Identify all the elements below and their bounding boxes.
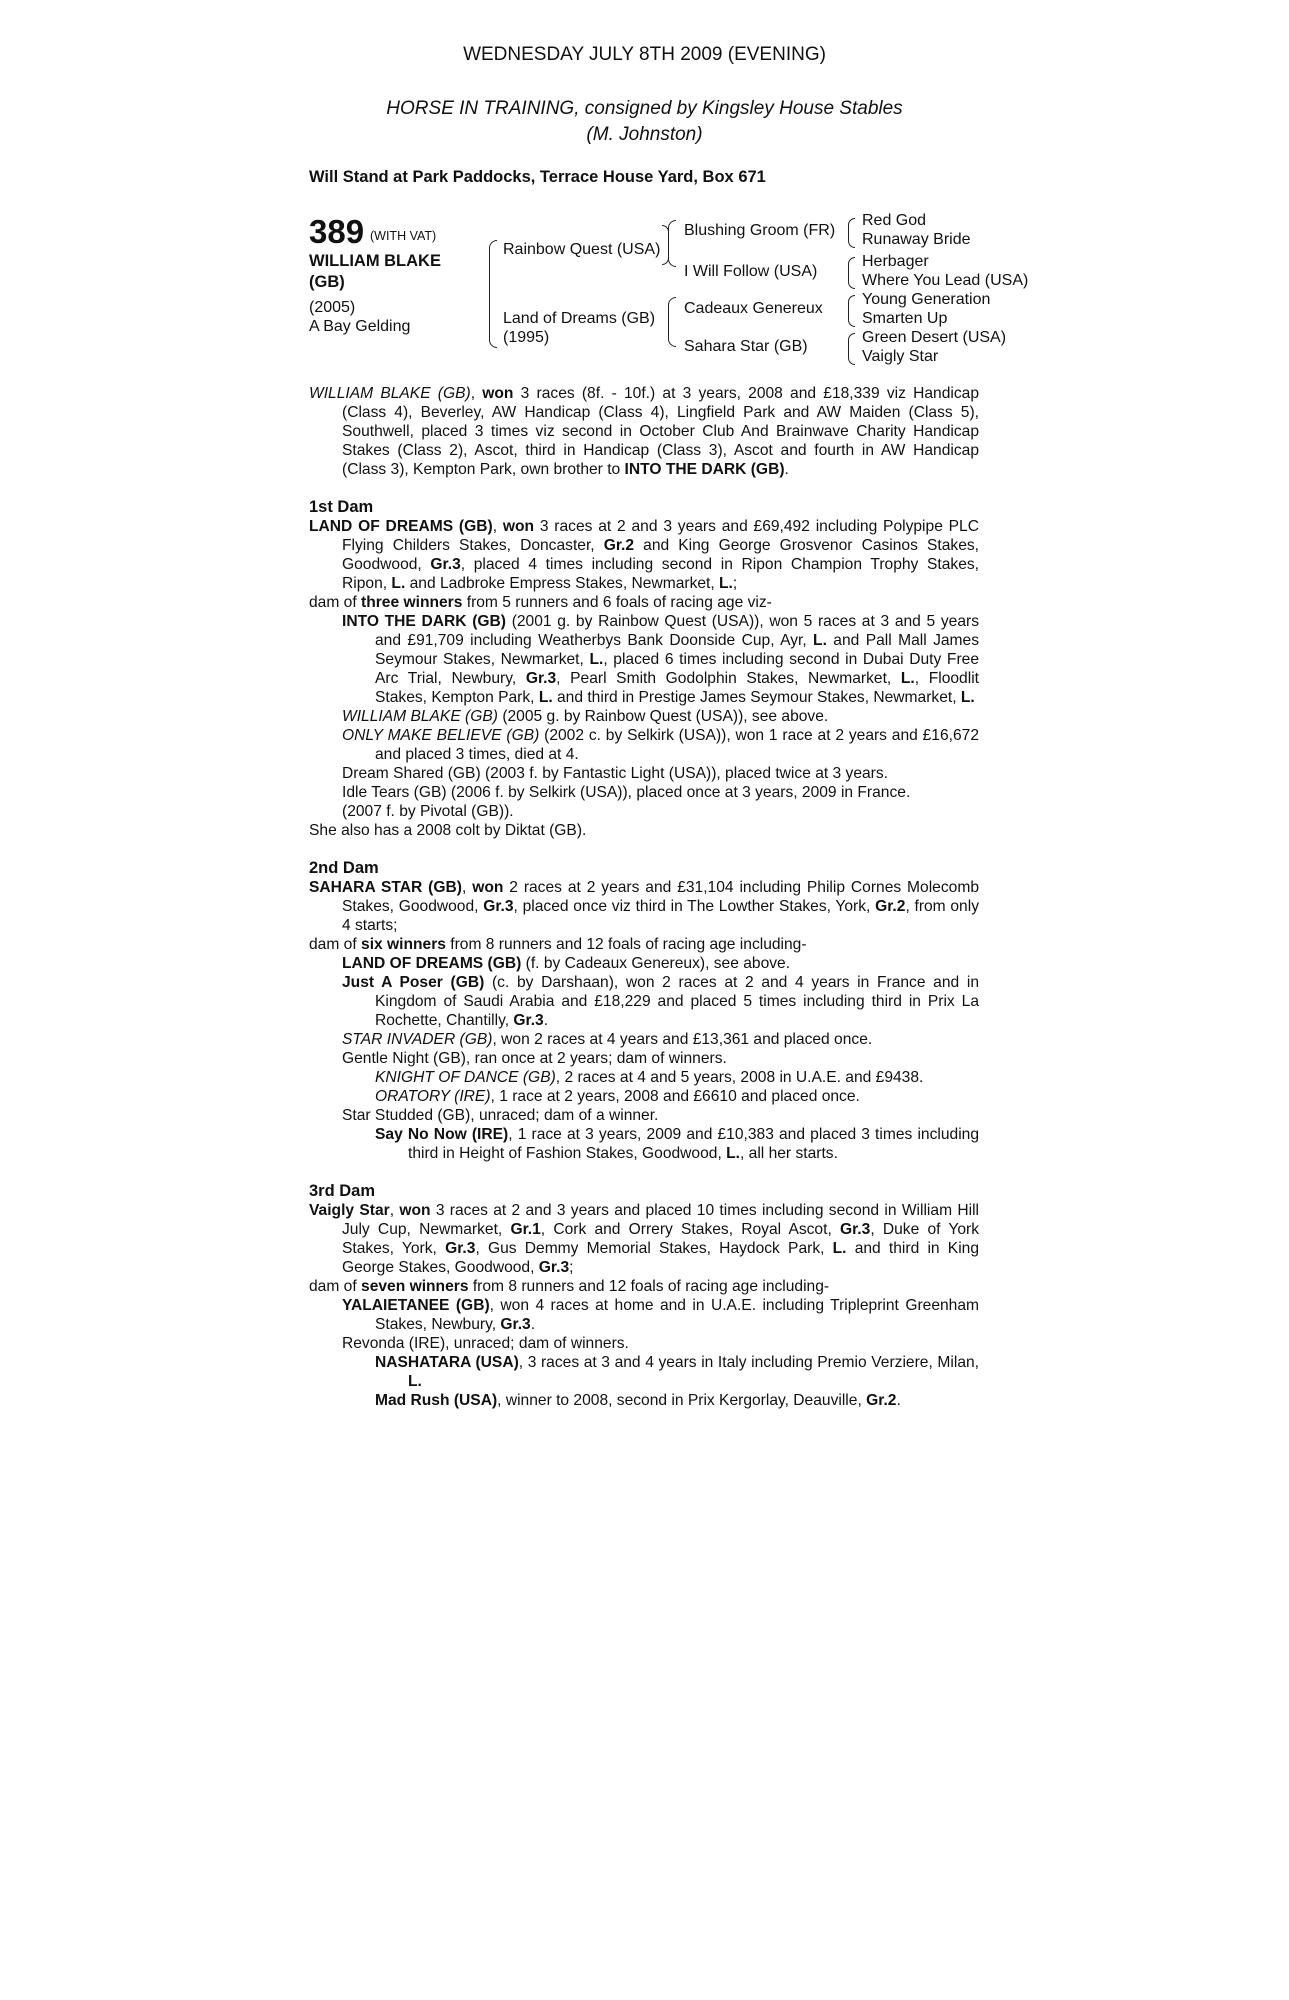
produce-text: . bbox=[896, 1392, 901, 1409]
grade-mark: Gr.3 bbox=[525, 670, 557, 687]
produce-text: and Pall Mall James Seymour Stakes, Newmarket, bbox=[375, 632, 979, 668]
produce-name: Mad Rush (USA) bbox=[375, 1392, 498, 1409]
brace-ds-parents bbox=[848, 295, 855, 327]
produce-name: STAR INVADER (GB) bbox=[342, 1031, 493, 1048]
dam3-text5: and third in King George Stakes, Goodwood, bbox=[342, 1240, 980, 1276]
grade-mark: Gr.3 bbox=[513, 1012, 544, 1029]
produce-text: , 1 race at 3 years, 2009 and £10,383 and placed 3 times including third in Height of Fashion Stakes, Goodwood, bbox=[408, 1126, 979, 1162]
dam1-produce-summary bbox=[309, 593, 979, 612]
brace-sire-right bbox=[662, 225, 669, 265]
dam2-produce-summary bbox=[309, 935, 979, 954]
pedigree-dsd: Smarten Up bbox=[862, 310, 948, 327]
dam2-winners: six winners bbox=[361, 936, 446, 953]
produce-text: , placed 6 times including second in Dubai Duty Free Arc Trial, Newbury, bbox=[375, 651, 979, 687]
dam3-damof-c: from 8 runners and 12 foals of racing age including- bbox=[468, 1278, 830, 1295]
dam3-produce-2: Revonda (IRE), unraced; dam of winners. bbox=[342, 1335, 629, 1352]
produce-text: and third in Prestige James Seymour Stakes, Newmarket, bbox=[552, 689, 961, 706]
brother-name: INTO THE DARK (GB) bbox=[624, 461, 785, 478]
consignor-line bbox=[0, 96, 1289, 148]
brace-ss-sd bbox=[668, 220, 676, 267]
produce-name: Just A Poser (GB) bbox=[342, 974, 485, 991]
pedigree-dam-year: (1995) bbox=[503, 329, 550, 346]
produce-text: , Floodlit Stakes, Kempton Park, bbox=[375, 670, 979, 706]
brace-sd-parents bbox=[848, 257, 855, 289]
pedigree-ddd: Vaigly Star bbox=[862, 348, 939, 365]
dam3-text1: 3 races at 2 and 3 years and placed 10 times including second in William Hill July Cup, Newmarket, bbox=[342, 1202, 980, 1238]
dam3-damof-a: dam of bbox=[309, 1278, 362, 1295]
dam2-heading: 2nd Dam bbox=[309, 859, 379, 877]
dam3-grade1: Gr.1 bbox=[510, 1221, 541, 1238]
dam1-name: LAND OF DREAMS (GB) bbox=[309, 518, 493, 535]
produce-text: , 1 race at 2 years, 2008 and £6610 and placed once. bbox=[490, 1088, 860, 1105]
listed-mark: L. bbox=[726, 1145, 740, 1162]
vat-note: (WITH VAT) bbox=[370, 229, 437, 243]
dam2-damof-a: dam of bbox=[309, 936, 362, 953]
produce-name: Say No Now (IRE) bbox=[375, 1126, 509, 1143]
dam1-damof-a: dam of bbox=[309, 594, 362, 611]
horse-description: A Bay Gelding bbox=[309, 318, 411, 335]
horse-name bbox=[309, 251, 441, 293]
produce-name: ORATORY (IRE) bbox=[375, 1088, 491, 1105]
produce-text: , Pearl Smith Godolphin Stakes, Newmarket, bbox=[556, 670, 901, 687]
stand-location: Will Stand at Park Paddocks, Terrace House Yard, Box 671 bbox=[309, 168, 766, 186]
produce-name: KNIGHT OF DANCE (GB) bbox=[375, 1069, 556, 1086]
brace-dd-parents bbox=[848, 333, 855, 365]
produce-text: , 3 races at 3 and 4 years in Italy including Premio Verziere, Milan, bbox=[518, 1354, 979, 1371]
listed-mark: L. bbox=[960, 689, 975, 706]
produce-name: INTO THE DARK (GB) bbox=[342, 613, 507, 630]
horse-name-line2: (GB) bbox=[309, 273, 345, 291]
pedigree-sds: Herbager bbox=[862, 253, 929, 270]
dam2-grandproduce-2 bbox=[309, 1087, 979, 1106]
pedigree-sire-sire: Blushing Groom (FR) bbox=[684, 222, 836, 239]
pedigree-sire-dam: I Will Follow (USA) bbox=[684, 263, 818, 280]
horse-record-name: WILLIAM BLAKE (GB) bbox=[309, 385, 471, 402]
dam1-won: won bbox=[502, 518, 535, 535]
dam2-record: SAHARA STAR (GB), won 2 races at 2 years and £31,104 including Philip Cornes Molecomb Stakes, Goodwood, Gr.3, placed once viz third in The Lowther Stakes, York, Gr.2, from only 4 starts; bbox=[309, 879, 979, 934]
produce-text: , winner to 2008, second in Prix Kergorlay, Deauville, bbox=[497, 1392, 867, 1409]
listed-mark: L. bbox=[408, 1373, 422, 1390]
listed-mark: L. bbox=[900, 670, 915, 687]
dam1-produce-1 bbox=[309, 612, 979, 707]
dam1-produce-5: Idle Tears (GB) (2006 f. by Selkirk (USA)), placed once at 3 years, 2009 in France. bbox=[342, 784, 911, 801]
produce-name: WILLIAM BLAKE (GB) bbox=[342, 708, 498, 725]
dam3-grade3: Gr.3 bbox=[445, 1240, 476, 1257]
produce-text: . bbox=[543, 1012, 549, 1029]
dam3-produce-summary bbox=[309, 1277, 979, 1296]
dam2-damof-c: from 8 runners and 12 foals of racing age including- bbox=[445, 936, 807, 953]
produce-text: , won 4 races at home and in U.A.E. including Tripleprint Greenham Stakes, Newbury, bbox=[375, 1297, 979, 1333]
dam3-text4: , Gus Demmy Memorial Stakes, Haydock Park, bbox=[475, 1240, 833, 1257]
produce-name: LAND OF DREAMS (GB) bbox=[342, 955, 522, 972]
listed-mark: L. bbox=[589, 651, 604, 668]
dam1-text4: and Ladbroke Empress Stakes, Newmarket, bbox=[405, 575, 720, 592]
dam2-grandproduce-3 bbox=[309, 1125, 979, 1163]
dam1-text5: ; bbox=[732, 575, 738, 592]
produce-name: ONLY MAKE BELIEVE (GB) bbox=[342, 727, 540, 744]
horse-record-end: . bbox=[784, 461, 789, 478]
won-label: won bbox=[482, 385, 514, 402]
dam1-grade2: Gr.3 bbox=[430, 556, 461, 573]
catalogue-body bbox=[309, 384, 979, 1410]
listed-mark: L. bbox=[538, 689, 553, 706]
produce-name: YALAIETANEE (GB) bbox=[342, 1297, 490, 1314]
pedigree-dam: Land of Dreams (GB) bbox=[503, 310, 656, 327]
dam3-text2: , Cork and Orrery Stakes, Royal Ascot, bbox=[540, 1221, 840, 1238]
produce-text: (2001 g. by Rainbow Quest (USA)), won 5 races at 3 and 5 years and £91,709 including Weatherbys Bank Doonside Cup, Ayr, bbox=[375, 613, 979, 649]
dam2-grade1: Gr.3 bbox=[483, 898, 514, 915]
dam2-won: won bbox=[472, 879, 504, 896]
grade-mark: Gr.3 bbox=[500, 1316, 531, 1333]
horse-record: WILLIAM BLAKE (GB), won 3 races (8f. - 10f.) at 3 years, 2008 and £18,339 viz Handicap (Class 4), Beverley, AW Handicap (Class 4), Lingfield Park and AW Maiden (Class 5), Southwell, placed 3 times viz second in October Club And Brainwave Charity Handicap Stakes (Class 2), Ascot, third in Handicap (Class 3), Ascot and fourth in AW Handicap (Class 3), Kempton Park, own brother to INTO THE DARK (GB). bbox=[309, 385, 979, 478]
dam2-grandproduce-1 bbox=[309, 1068, 979, 1087]
dam3-grandproduce-2 bbox=[309, 1391, 979, 1410]
pedigree-dam-dam: Sahara Star (GB) bbox=[684, 338, 808, 355]
dam2-grade2: Gr.2 bbox=[875, 898, 906, 915]
dam1-also: She also has a 2008 colt by Diktat (GB). bbox=[309, 822, 587, 839]
dam1-produce-3 bbox=[309, 726, 979, 764]
produce-text: (f. by Cadeaux Genereux), see above. bbox=[521, 955, 791, 972]
sale-date: WEDNESDAY JULY 8TH 2009 (EVENING) bbox=[463, 44, 826, 65]
pedigree-sdd: Where You Lead (USA) bbox=[862, 272, 1029, 289]
dam1-produce-6: (2007 f. by Pivotal (GB)). bbox=[342, 803, 514, 820]
dam2-produce-3 bbox=[309, 1030, 979, 1049]
dam1-listed2: L. bbox=[719, 575, 733, 592]
dam1-damof-c: from 5 runners and 6 foals of racing age viz- bbox=[462, 594, 772, 611]
dam3-grade4: Gr.3 bbox=[538, 1259, 570, 1276]
dam3-grandproduce-1 bbox=[309, 1353, 979, 1391]
pedigree-dam-sire: Cadeaux Genereux bbox=[684, 300, 823, 317]
produce-text: (2005 g. by Rainbow Quest (USA)), see above. bbox=[497, 708, 829, 725]
dam2-produce-1 bbox=[309, 954, 979, 973]
foaling-year: (2005) bbox=[309, 299, 356, 316]
dam3-text3: , Duke of York Stakes, York, bbox=[342, 1221, 979, 1257]
listed-mark: L. bbox=[813, 632, 827, 649]
dam3-won: won bbox=[399, 1202, 431, 1219]
dam3-winners: seven winners bbox=[361, 1278, 469, 1295]
horse-meta bbox=[309, 298, 410, 336]
grade-mark: Gr.2 bbox=[866, 1392, 897, 1409]
dam1-text1: 3 races at 2 and 3 years and £69,492 including Polypipe PLC Flying Childers Stakes, Doncaster, bbox=[342, 518, 979, 554]
dam3-grade2: Gr.3 bbox=[839, 1221, 871, 1238]
dam1-produce-4: Dream Shared (GB) (2003 f. by Fantastic Light (USA)), placed twice at 3 years. bbox=[342, 765, 889, 782]
pedigree-sss: Red God bbox=[862, 212, 927, 229]
pedigree-dds: Green Desert (USA) bbox=[862, 329, 1007, 346]
brace-ds-dd bbox=[668, 297, 676, 347]
lot-number: 389 bbox=[309, 213, 365, 250]
dam2-name: SAHARA STAR (GB) bbox=[309, 879, 462, 896]
horse-record-text: 3 races (8f. - 10f.) at 3 years, 2008 and £18,339 viz Handicap (Class 4), Beverley, AW Handicap (Class 4), Lingfield Park and AW Maiden (Class 5), Southwell, placed 3 times viz second in October Club And Brainwave Charity Handicap Stakes (Class 2), Ascot, third in Handicap (Class 3), Ascot and fourth in AW Handicap (Class 3), Kempton Park, own brother to bbox=[342, 385, 979, 478]
dam1-text2: and King George Grosvenor Casinos Stakes, Goodwood, bbox=[342, 537, 980, 573]
dam2-text1: 2 races at 2 years and £31,104 including Philip Cornes Molecomb Stakes, Goodwood, bbox=[342, 879, 979, 915]
dam2-text3: , from only 4 starts; bbox=[342, 898, 979, 934]
trainer-text: (M. Johnston) bbox=[586, 124, 703, 145]
dam3-produce-1 bbox=[309, 1296, 979, 1334]
brace-sire-dam bbox=[489, 240, 497, 348]
dam1-grade1: Gr.2 bbox=[603, 537, 635, 554]
consignor-text: HORSE IN TRAINING, consigned by Kingsley House Stables bbox=[386, 98, 903, 119]
produce-text: , 2 races at 4 and 5 years, 2008 in U.A.E. and £9438. bbox=[555, 1069, 924, 1086]
dam1-text3: , placed 4 times including second in Ripon Champion Trophy Stakes, Ripon, bbox=[342, 556, 979, 592]
brace-ss-parents bbox=[848, 218, 855, 248]
dam3-name: Vaigly Star bbox=[309, 1202, 390, 1219]
pedigree-dss: Young Generation bbox=[862, 291, 991, 308]
dam2-produce-2 bbox=[309, 973, 979, 1030]
dam2-produce-5: Star Studded (GB), unraced; dam of a winner. bbox=[342, 1107, 659, 1124]
dam1-record: LAND OF DREAMS (GB), won 3 races at 2 and 3 years and £69,492 including Polypipe PLC Flying Childers Stakes, Doncaster, Gr.2 and King George Grosvenor Casinos Stakes, Goodwood, Gr.3, placed 4 times including second in Ripon Champion Trophy Stakes, Ripon, L. and Ladbroke Empress Stakes, Newmarket, L.; bbox=[309, 518, 980, 592]
dam3-heading: 3rd Dam bbox=[309, 1182, 376, 1200]
produce-text: . bbox=[530, 1316, 536, 1333]
dam1-produce-2 bbox=[309, 707, 979, 726]
produce-text: , all her starts. bbox=[739, 1145, 838, 1162]
produce-text: , won 2 races at 4 years and £13,361 and placed once. bbox=[492, 1031, 873, 1048]
dam3-text6: ; bbox=[569, 1259, 574, 1276]
dam3-record: Vaigly Star, won 3 races at 2 and 3 years and placed 10 times including second in William Hill July Cup, Newmarket, Gr.1, Cork and Orrery Stakes, Royal Ascot, Gr.3, Duke of York Stakes, York, Gr.3, Gus Demmy Memorial Stakes, Haydock Park, L. and third in King George Stakes, Goodwood, Gr.3; bbox=[309, 1202, 980, 1276]
produce-text: (2002 c. by Selkirk (USA)), won 1 race at 2 years and £16,672 and placed 3 times, died at 4. bbox=[375, 727, 979, 763]
horse-name-line1: WILLIAM BLAKE bbox=[309, 252, 441, 270]
pedigree-ssd: Runaway Bride bbox=[862, 231, 971, 248]
dam2-produce-4: Gentle Night (GB), ran once at 2 years; dam of winners. bbox=[342, 1050, 727, 1067]
dam1-listed1: L. bbox=[391, 575, 406, 592]
dam1-winners: three winners bbox=[361, 594, 463, 611]
dam3-listed1: L. bbox=[832, 1240, 847, 1257]
produce-name: NASHATARA (USA) bbox=[375, 1354, 519, 1371]
produce-text: (c. by Darshaan), won 2 races at 2 and 4 years in France and in Kingdom of Saudi Arabia and £18,229 and placed 5 times including third in Prix La Rochette, Chantilly, bbox=[375, 974, 979, 1029]
pedigree-sire: Rainbow Quest (USA) bbox=[503, 241, 661, 258]
dam2-text2: , placed once viz third in The Lowther Stakes, York, bbox=[513, 898, 876, 915]
dam1-heading: 1st Dam bbox=[309, 498, 374, 516]
